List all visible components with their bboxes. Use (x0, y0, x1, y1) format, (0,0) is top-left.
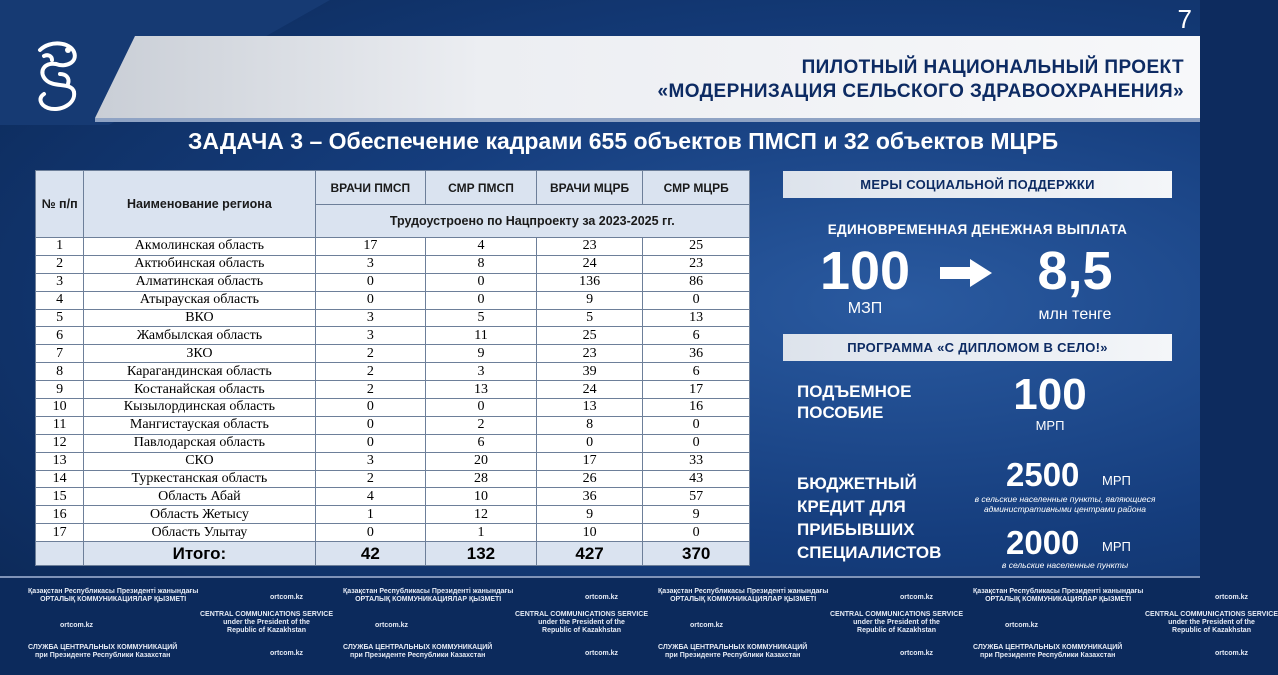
footer-en-text-line: CENTRAL COMMUNICATIONS SERVICE (515, 611, 649, 618)
header-number: № п/п (36, 171, 84, 238)
row-nurses-mcrb: 0 (643, 524, 750, 542)
footer-ru-text (658, 644, 807, 660)
footer-en-text-line: CENTRAL COMMUNICATIONS SERVICE (830, 611, 964, 618)
total-empty-cell (36, 542, 84, 566)
credit1-note-line2: административными центрами района (983, 504, 1147, 514)
row-region: Актюбинская область (84, 255, 315, 273)
row-doctors-pmsp: 17 (315, 238, 426, 256)
table-row (36, 399, 750, 417)
header-nurses-mcrb: СМР МЦРБ (643, 171, 750, 205)
credit2-value: 2000 (1006, 524, 1080, 561)
footer-site-line: ortcom.kz (60, 622, 94, 629)
row-region: СКО (84, 452, 315, 470)
row-number: 8 (36, 363, 84, 381)
lump-from-value: 100 (819, 241, 911, 301)
row-doctors-mcrb: 26 (536, 470, 643, 488)
row-nurses-pmsp: 20 (426, 452, 537, 470)
row-region: Алматинская область (84, 273, 315, 291)
footer-ru-text (28, 644, 177, 660)
project-title-line1: ПИЛОТНЫЙ НАЦИОНАЛЬНЫЙ ПРОЕКТ (801, 57, 1184, 78)
lump-sum-title: ЕДИНОВРЕМЕННАЯ ДЕНЕЖНАЯ ВЫПЛАТА (827, 222, 1128, 237)
project-title-line2: «МОДЕРНИЗАЦИЯ СЕЛЬСКОГО ЗДРАВООХРАНЕНИЯ» (657, 81, 1184, 102)
footer-kz-text-line: ОРТАЛЫҚ КОММУНИКАЦИЯЛАР ҚЫЗМЕТІ (670, 596, 817, 603)
row-nurses-mcrb: 9 (643, 506, 750, 524)
header-employed-period: Трудоустроено по Нацпроекту за 2023-2025 гг. (315, 205, 749, 238)
row-doctors-pmsp: 4 (315, 488, 426, 506)
footer-site (270, 594, 303, 602)
footer-site (60, 622, 93, 630)
footer-en-text-line: Republic of Kazakhstan (1172, 627, 1251, 634)
row-nurses-mcrb: 86 (643, 273, 750, 291)
row-number: 6 (36, 327, 84, 345)
allowance-label-line1: ПОДЪЕМНОЕ (797, 382, 912, 401)
row-nurses-pmsp: 28 (426, 470, 537, 488)
row-nurses-pmsp: 0 (426, 291, 537, 309)
footer-kz-text (658, 588, 828, 604)
footer-site-line: ortcom.kz (270, 594, 304, 601)
allowance-label-line2: ПОСОБИЕ (797, 403, 884, 422)
footer-site-line: ortcom.kz (900, 650, 934, 657)
row-nurses-mcrb: 16 (643, 399, 750, 417)
arrow-right-icon (938, 257, 994, 289)
footer-en-text-line: under the President of the (853, 619, 940, 626)
row-doctors-pmsp: 3 (315, 327, 426, 345)
program-header: ПРОГРАММА «С ДИПЛОМОМ В СЕЛО!» (783, 334, 1172, 361)
row-nurses-pmsp: 5 (426, 309, 537, 327)
total-nurses-mcrb: 370 (643, 542, 750, 566)
row-nurses-pmsp: 11 (426, 327, 537, 345)
table-body (36, 238, 750, 542)
row-doctors-pmsp: 2 (315, 381, 426, 399)
row-nurses-pmsp: 1 (426, 524, 537, 542)
row-region: Область Абай (84, 488, 315, 506)
total-label: Итого: (84, 542, 315, 566)
footer-site (270, 650, 303, 658)
footer (0, 576, 1278, 675)
row-number: 15 (36, 488, 84, 506)
footer-en-text-line: under the President of the (538, 619, 625, 626)
footer-en-text-line: CENTRAL COMMUNICATIONS SERVICE (1145, 611, 1278, 618)
total-doctors-pmsp: 42 (315, 542, 426, 566)
row-doctors-pmsp: 1 (315, 506, 426, 524)
header-doctors-pmsp: ВРАЧИ ПМСП (315, 171, 426, 205)
row-doctors-pmsp: 2 (315, 470, 426, 488)
footer-en-text (515, 611, 648, 635)
row-doctors-pmsp: 2 (315, 345, 426, 363)
row-doctors-mcrb: 13 (536, 399, 643, 417)
footer-en-text (1145, 611, 1278, 635)
row-doctors-pmsp: 0 (315, 416, 426, 434)
footer-ru-text (343, 644, 492, 660)
row-nurses-pmsp: 9 (426, 345, 537, 363)
credit-label (797, 472, 941, 564)
row-region: Атырауская область (84, 291, 315, 309)
row-nurses-mcrb: 43 (643, 470, 750, 488)
row-nurses-mcrb: 0 (643, 291, 750, 309)
row-doctors-mcrb: 0 (536, 434, 643, 452)
row-nurses-pmsp: 13 (426, 381, 537, 399)
table-row (36, 327, 750, 345)
row-nurses-pmsp: 2 (426, 416, 537, 434)
row-doctors-mcrb: 9 (536, 506, 643, 524)
row-doctors-mcrb: 36 (536, 488, 643, 506)
row-nurses-mcrb: 0 (643, 434, 750, 452)
footer-site-line: ortcom.kz (1005, 622, 1039, 629)
table-row (36, 255, 750, 273)
row-number: 12 (36, 434, 84, 452)
row-nurses-pmsp: 0 (426, 399, 537, 417)
footer-ru-text-line: при Президенте Республики Казахстан (665, 652, 801, 659)
footer-kz-text (28, 588, 198, 604)
footer-en-text-line: under the President of the (1168, 619, 1255, 626)
footer-site (1215, 594, 1248, 602)
row-nurses-pmsp: 10 (426, 488, 537, 506)
footer-kz-text (343, 588, 513, 604)
row-doctors-mcrb: 24 (536, 381, 643, 399)
row-doctors-mcrb: 23 (536, 238, 643, 256)
row-number: 10 (36, 399, 84, 417)
allowance-label (797, 381, 911, 423)
footer-ru-text-line: СЛУЖБА ЦЕНТРАЛЬНЫХ КОММУНИКАЦИЙ (658, 644, 808, 651)
row-number: 4 (36, 291, 84, 309)
footer-ru-text-line: СЛУЖБА ЦЕНТРАЛЬНЫХ КОММУНИКАЦИЙ (28, 644, 178, 651)
total-nurses-pmsp: 132 (426, 542, 537, 566)
row-nurses-mcrb: 17 (643, 381, 750, 399)
credit-label-line1: БЮДЖЕТНЫЙ (797, 474, 917, 493)
credit1-note (955, 494, 1175, 514)
credit2-note: в сельские населенные пункты (1001, 560, 1129, 570)
footer-kz-text (973, 588, 1143, 604)
row-doctors-mcrb: 5 (536, 309, 643, 327)
row-region: Костанайская область (84, 381, 315, 399)
row-doctors-mcrb: 39 (536, 363, 643, 381)
footer-site (585, 650, 618, 658)
footer-kz-text-line: Қазақстан Республикасы Президенті жанындағы (28, 588, 199, 595)
footer-kz-text-line: ОРТАЛЫҚ КОММУНИКАЦИЯЛАР ҚЫЗМЕТІ (40, 596, 187, 603)
row-doctors-pmsp: 0 (315, 434, 426, 452)
footer-en-text-line: Republic of Kazakhstan (857, 627, 936, 634)
footer-kz-text-line: Қазақстан Республикасы Президенті жанындағы (658, 588, 829, 595)
header-region: Наименование региона (84, 171, 315, 238)
emblem-logo (30, 38, 85, 118)
footer-site-line: ortcom.kz (900, 594, 934, 601)
row-region: Карагандинская область (84, 363, 315, 381)
footer-en-text-line: under the President of the (223, 619, 310, 626)
row-doctors-mcrb: 10 (536, 524, 643, 542)
row-nurses-pmsp: 8 (426, 255, 537, 273)
row-doctors-mcrb: 23 (536, 345, 643, 363)
row-doctors-pmsp: 3 (315, 452, 426, 470)
row-nurses-mcrb: 0 (643, 416, 750, 434)
credit-label-line4: СПЕЦИАЛИСТОВ (797, 543, 942, 562)
footer-site-line: ortcom.kz (690, 622, 724, 629)
footer-en-text-line: CENTRAL COMMUNICATIONS SERVICE (200, 611, 334, 618)
row-doctors-pmsp: 0 (315, 273, 426, 291)
footer-en-text-line: Republic of Kazakhstan (542, 627, 621, 634)
footer-ru-text-line: при Президенте Республики Казахстан (35, 652, 171, 659)
table-row (36, 381, 750, 399)
regions-table (35, 170, 750, 566)
lump-to-unit: млн тенге (1038, 306, 1112, 323)
row-nurses-mcrb: 23 (643, 255, 750, 273)
row-region: Павлодарская область (84, 434, 315, 452)
row-region: Область Жетысу (84, 506, 315, 524)
row-region: Жамбылская область (84, 327, 315, 345)
credit1-unit: МРП (1102, 473, 1131, 488)
table-row (36, 470, 750, 488)
row-doctors-pmsp: 0 (315, 291, 426, 309)
page-number: 7 (1177, 4, 1192, 34)
footer-en-text-line: Republic of Kazakhstan (227, 627, 306, 634)
table-row (36, 363, 750, 381)
row-number: 5 (36, 309, 84, 327)
footer-kz-text-line: Қазақстан Республикасы Президенті жанындағы (343, 588, 514, 595)
row-region: ВКО (84, 309, 315, 327)
row-number: 7 (36, 345, 84, 363)
row-nurses-pmsp: 6 (426, 434, 537, 452)
footer-ru-text (973, 644, 1122, 660)
table-row (36, 416, 750, 434)
allowance-unit: МРП (1035, 418, 1065, 433)
credit1-note-line1: в сельские населенные пункты, являющиеся (974, 494, 1156, 504)
row-nurses-pmsp: 12 (426, 506, 537, 524)
support-header: МЕРЫ СОЦИАЛЬНОЙ ПОДДЕРЖКИ (783, 171, 1172, 198)
table-row (36, 345, 750, 363)
row-number: 1 (36, 238, 84, 256)
table-row (36, 309, 750, 327)
table-row (36, 434, 750, 452)
footer-site (900, 594, 933, 602)
row-doctors-mcrb: 24 (536, 255, 643, 273)
row-region: ЗКО (84, 345, 315, 363)
row-number: 9 (36, 381, 84, 399)
footer-site-line: ortcom.kz (270, 650, 304, 657)
table-row (36, 506, 750, 524)
row-doctors-pmsp: 0 (315, 399, 426, 417)
row-nurses-mcrb: 6 (643, 327, 750, 345)
task-title: ЗАДАЧА 3 – Обеспечение кадрами 655 объектов ПМСП и 32 объектов МЦРБ (188, 128, 1059, 154)
row-doctors-mcrb: 17 (536, 452, 643, 470)
row-region: Туркестанская область (84, 470, 315, 488)
row-number: 3 (36, 273, 84, 291)
row-nurses-pmsp: 4 (426, 238, 537, 256)
row-nurses-pmsp: 0 (426, 273, 537, 291)
table-row (36, 452, 750, 470)
row-nurses-mcrb: 57 (643, 488, 750, 506)
table-row (36, 488, 750, 506)
row-nurses-mcrb: 33 (643, 452, 750, 470)
footer-en-text (830, 611, 963, 635)
footer-site (690, 622, 723, 630)
row-nurses-mcrb: 36 (643, 345, 750, 363)
footer-ru-text-line: при Президенте Республики Казахстан (980, 652, 1116, 659)
row-number: 13 (36, 452, 84, 470)
footer-site (1005, 622, 1038, 630)
row-number: 11 (36, 416, 84, 434)
row-region: Кызылординская область (84, 399, 315, 417)
row-nurses-pmsp: 3 (426, 363, 537, 381)
footer-site-line: ortcom.kz (1215, 650, 1249, 657)
allowance-value: 100 (1013, 370, 1087, 419)
row-number: 14 (36, 470, 84, 488)
row-nurses-mcrb: 25 (643, 238, 750, 256)
footer-site (375, 622, 408, 630)
footer-site-line: ortcom.kz (1215, 594, 1249, 601)
footer-site (585, 594, 618, 602)
row-number: 2 (36, 255, 84, 273)
lump-from-unit: МЗП (847, 300, 883, 317)
row-number: 17 (36, 524, 84, 542)
credit-label-line2: КРЕДИТ ДЛЯ (797, 497, 906, 516)
lump-to-value: 8,5 (1037, 241, 1113, 301)
footer-site-line: ortcom.kz (585, 594, 619, 601)
credit2-unit: МРП (1102, 539, 1131, 554)
footer-site-line: ortcom.kz (375, 622, 409, 629)
header-doctors-mcrb: ВРАЧИ МЦРБ (536, 171, 643, 205)
row-region: Мангистауская область (84, 416, 315, 434)
credit1-value: 2500 (1006, 456, 1080, 493)
table-row (36, 273, 750, 291)
project-title (658, 56, 1185, 104)
footer-kz-text-line: Қазақстан Республикасы Президенті жанындағы (973, 588, 1144, 595)
footer-ru-text-line: при Президенте Республики Казахстан (350, 652, 486, 659)
footer-site-line: ortcom.kz (585, 650, 619, 657)
row-doctors-mcrb: 25 (536, 327, 643, 345)
row-region: Область Улытау (84, 524, 315, 542)
footer-en-text (200, 611, 333, 635)
table-row (36, 238, 750, 256)
row-number: 16 (36, 506, 84, 524)
row-region: Акмолинская область (84, 238, 315, 256)
credit-label-line3: ПРИБЫВШИХ (797, 520, 915, 539)
row-doctors-mcrb: 8 (536, 416, 643, 434)
footer-kz-text-line: ОРТАЛЫҚ КОММУНИКАЦИЯЛАР ҚЫЗМЕТІ (355, 596, 502, 603)
footer-site (900, 650, 933, 658)
row-doctors-mcrb: 9 (536, 291, 643, 309)
footer-ru-text-line: СЛУЖБА ЦЕНТРАЛЬНЫХ КОММУНИКАЦИЙ (343, 644, 493, 651)
row-nurses-mcrb: 13 (643, 309, 750, 327)
total-row (36, 542, 750, 566)
footer-kz-text-line: ОРТАЛЫҚ КОММУНИКАЦИЯЛАР ҚЫЗМЕТІ (985, 596, 1132, 603)
row-doctors-mcrb: 136 (536, 273, 643, 291)
header-nurses-pmsp: СМР ПМСП (426, 171, 537, 205)
banner-underline (95, 118, 1200, 122)
table-row (36, 291, 750, 309)
row-doctors-pmsp: 3 (315, 309, 426, 327)
footer-site (1215, 650, 1248, 658)
row-nurses-mcrb: 6 (643, 363, 750, 381)
row-doctors-pmsp: 3 (315, 255, 426, 273)
total-doctors-mcrb: 427 (536, 542, 643, 566)
row-doctors-pmsp: 2 (315, 363, 426, 381)
row-doctors-pmsp: 0 (315, 524, 426, 542)
table-row (36, 524, 750, 542)
footer-ru-text-line: СЛУЖБА ЦЕНТРАЛЬНЫХ КОММУНИКАЦИЙ (973, 644, 1123, 651)
